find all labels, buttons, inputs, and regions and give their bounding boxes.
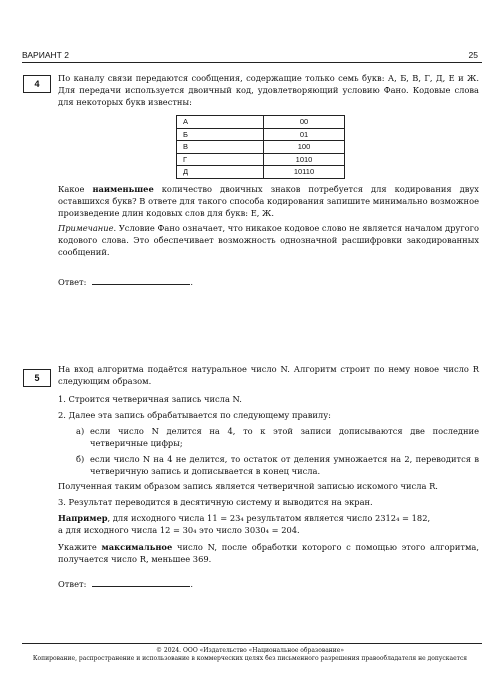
task4-answer (58, 275, 193, 287)
task-number-box: 4 (23, 75, 51, 93)
code-letter: Д (177, 166, 264, 179)
code-table-row (177, 128, 345, 141)
task5-question-bold: максимальное (101, 542, 173, 552)
result-line: Полученная таким образом запись является четверичной записью искомого числа R. (58, 481, 438, 491)
answer-label: Ответ: (58, 277, 87, 287)
code-word: 01 (264, 128, 345, 141)
step-1: 1. Строится четверичная запись числа N. (58, 394, 242, 404)
task4-question-bold: наименьшее (92, 184, 154, 194)
task4-question-after: количество двоичных знаков потребуется для кодирования двух оставшихся букв? В ответе для такого способа кодирования запишите минимально возможное произведение длин кодовых слов для букв: Е, Ж. (58, 184, 479, 219)
code-letter: А (177, 116, 264, 129)
answer-field[interactable] (92, 577, 190, 587)
example (58, 512, 479, 536)
code-table (176, 115, 345, 179)
step-2b-label: б) (76, 454, 85, 464)
task4-question-before: Какое (58, 184, 93, 194)
code-word: 1010 (264, 153, 345, 166)
task4-intro-text: По каналу связи передаются сообщения, содержащие только семь букв: А, Б, В, Г, Д, Е и Ж. Для передачи используется двоичный код, удовлетворяющий условию Фано. Кодовые слова для некоторых букв известны: (58, 73, 479, 108)
copyright-notice: Копирование, распространение и использование в коммерческих целях без письменного разрешения правообладателя не допускается (32, 655, 468, 662)
code-table-row (177, 141, 345, 154)
code-letter: В (177, 141, 264, 154)
example-bold: Например (58, 513, 108, 523)
code-letter: Г (177, 153, 264, 166)
answer-label: Ответ: (58, 579, 87, 589)
task4-note (58, 222, 479, 259)
note-text: Условие Фано означает, что никакое кодовое слово не является началом другого кодового слова. Это обеспечивает возможность однозначной расшифровки закодированных сообщений. (58, 223, 479, 258)
code-table-row (177, 166, 345, 179)
example-line-1: , для исходного числа 11 = 23₄ результатом является число 2312₄ = 182, (107, 513, 431, 523)
task4-intro (58, 72, 479, 109)
step-2: 2. Далее эта запись обрабатывается по следующему правилу: (58, 410, 331, 420)
task4-question (58, 183, 479, 220)
copyright: © 2024. ООО «Издательство «Национальное образование» (155, 647, 344, 654)
task5-question-before: Укажите (58, 542, 102, 552)
step-2a-text: если число N делится на 4, то к этой записи дописываются две последние четверичные цифры; (90, 426, 479, 449)
note-label: Примечание. (58, 223, 117, 233)
answer-period: . (190, 277, 193, 287)
task5-question (58, 541, 479, 565)
task-number-box: 5 (23, 369, 51, 387)
step-3: 3. Результат переводится в десятичную систему и выводится на экран. (58, 497, 373, 507)
code-word: 10110 (264, 166, 345, 179)
step-2b (76, 453, 479, 477)
task5-intro (58, 363, 479, 387)
step-2a-label: а) (76, 426, 85, 436)
variant-label: ВАРИАНТ 2 (22, 50, 69, 60)
header-divider (22, 62, 482, 63)
answer-period: . (190, 579, 193, 589)
page-number: 25 (468, 50, 478, 60)
answer-field[interactable] (92, 275, 190, 285)
code-word: 100 (264, 141, 345, 154)
step-2a (76, 425, 479, 449)
step-2b-text: если число N на 4 не делится, то остаток от деления умножается на 2, переводится в четверичную запись и дописывается в конец числа. (90, 454, 479, 477)
code-word: 00 (264, 116, 345, 129)
code-table-row (177, 153, 345, 166)
task5-answer (58, 577, 193, 589)
code-letter: Б (177, 128, 264, 141)
task5-intro-text: На вход алгоритма подаётся натуральное число N. Алгоритм строит по нему новое число R следующим образом. (58, 364, 479, 387)
example-line-2: а для исходного числа 12 = 30₄ это число 3030₄ = 204. (58, 525, 300, 536)
task5-question-after: число N, после обработки которого с помощью этого алгоритма, получается число R, меньшее 369. (58, 542, 479, 565)
footer-divider (22, 643, 482, 644)
code-table-row (177, 116, 345, 129)
